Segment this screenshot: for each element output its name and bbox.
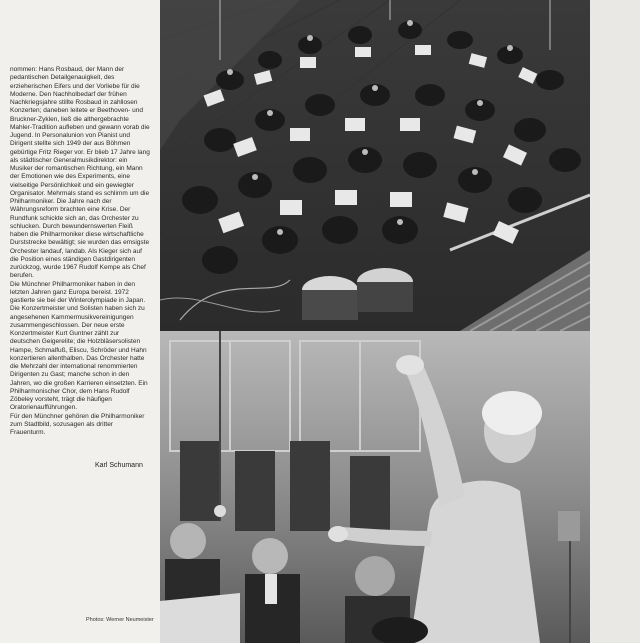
author-signature: Karl Schumann (95, 462, 143, 469)
conductor-photo (160, 331, 590, 643)
article-paragraph-2: Die Münchner Philharmoniker haben in den letzten Jahren ganz Europa bereist. 1972 gastierte sie bei der Winterolympiade in Japan. Die Konzertmeister und Solisten haben sich zu angesehenen Kammermusikvereinigungen zusammengeschlossen. Der neue erste Konzertmeister Kurt Guntner zählt zur deutschen Geigerelite; die Holzbläsersolisten Hampe, Schmalfuß, Eliscu, Schröder und Hahn konzertieren allenthalben. Das Orchester hatte die Mehrzahl der international renommierten Dirigenten zu Gast; manche schon in den Jahren, wo die großen Karrieren einsetzten. Ein Philharmonischer Chor, dem Hans Rudolf Zöbeley vorsteht, trägt die häufigen Oratorienaufführungen. (10, 280, 148, 412)
article-paragraph-1: nommen: Hans Rosbaud, der Mann der pedantischen Detailgenauigkeit, des erzieherischen Eifers und der Vorliebe für die Moderne. Den Nachholbedarf der frühen Nachkriegsjahre stillte Rosbaud in zahllosen Konzerten; daneben leitete er Beethoven- und Bruckner-Zyklen, ließ die althergebrachte Mahler-Tradition aufleben und gewann vorab die Jugend. In Personalunion von Pianist und Dirigent stellte sich 1949 der aus Böhmen gebürtige Fritz Rieger vor. Er blieb 17 Jahre lang als städtischer Generalmusikdirektor: ein Musiker der romantischen Richtung, ein Mann der Emotionen wie des Experiments, eine vielseitige Persönlichkeit und ein gewiegter Organisator. Mehrmals stand es schlimm um die Philharmoniker. Die Jahre nach der Währungsreform brachten eine Krise. Der Rundfunk schickte sich an, das Orchester zu schlucken. Durch bewundernswerten Fleiß haben die Philharmoniker diese wirtschaftliche Durststrecke bewältigt; sie wurden das emsigste Orchester landauf, landab. Als Kieger sich auf die Position eines ständigen Gastdirigenten zurückzog, wurde 1967 Rudolf Kempe als Chef berufen. (10, 66, 150, 280)
orchestra-photo (160, 0, 590, 331)
conductor-photo-illustration (160, 331, 590, 643)
article-text (10, 66, 150, 437)
orchestra-photo-illustration (160, 0, 590, 331)
photo-credit: Photos: Werner Neumeister (86, 617, 154, 623)
article-paragraph-3: Für den Münchner gehören die Philharmoniker zum Stadtbild, sozusagen als dritter Frauenturm. (10, 412, 145, 436)
right-margin (590, 0, 640, 643)
text-column (0, 0, 160, 643)
